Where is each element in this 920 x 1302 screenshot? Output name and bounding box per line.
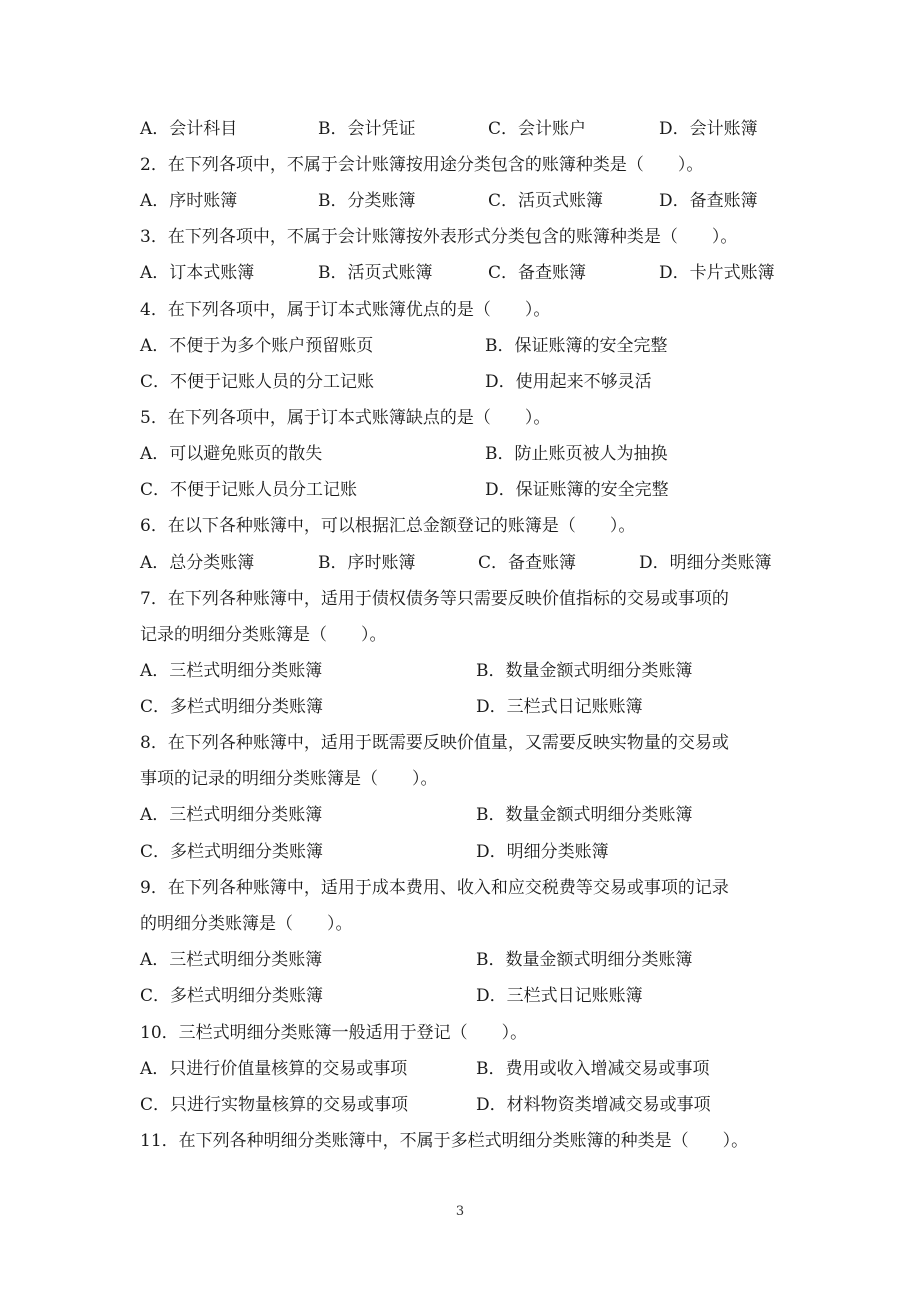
q9-option-b: B．数量金额式明细分类账簿 (476, 950, 693, 970)
q4-stem: 4．在下列各项中，属于订本式账簿优点的是（ ）。 (140, 300, 551, 320)
q4-option-b: B．保证账簿的安全完整 (485, 336, 668, 356)
q5-option-a: A．可以避免账页的散失 (140, 444, 323, 464)
q5-stem: 5．在下列各项中，属于订本式账簿缺点的是（ ）。 (140, 408, 551, 428)
q3-option-a: A．订本式账簿 (140, 263, 255, 283)
q2-stem: 2．在下列各项中，不属于会计账簿按用途分类包含的账簿种类是（ ）。 (140, 155, 704, 175)
q1-option-a: A．会计科目 (140, 119, 238, 139)
q4-option-c: C．不便于记账人员的分工记账 (140, 372, 375, 392)
q6-option-d: D．明细分类账簿 (639, 553, 772, 573)
q4-option-d: D．使用起来不够灵活 (485, 372, 652, 392)
q9-option-d: D．三栏式日记账账簿 (476, 986, 643, 1006)
q7-stem-line-1: 7．在下列各种账簿中，适用于债权债务等只需要反映价值指标的交易或事项的 (140, 589, 729, 609)
q2-option-a: A．序时账簿 (140, 191, 238, 211)
q10-option-b: B．费用或收入增减交易或事项 (476, 1059, 710, 1079)
q3-option-d: D．卡片式账簿 (659, 263, 775, 283)
q1-option-c: C．会计账户 (488, 119, 587, 139)
q8-option-c: C．多栏式明细分类账簿 (140, 842, 324, 862)
q10-option-a: A．只进行价值量核算的交易或事项 (140, 1059, 408, 1079)
page-number: 3 (455, 1204, 465, 1219)
q1-option-d: D．会计账簿 (659, 119, 758, 139)
q5-option-c: C．不便于记账人员分工记账 (140, 480, 358, 500)
q1-option-b: B．会计凭证 (318, 119, 416, 139)
q9-stem-line-2: 的明细分类账簿是（ ）。 (140, 914, 353, 934)
q9-stem-line-1: 9．在下列各种账簿中，适用于成本费用、收入和应交税费等交易或事项的记录 (140, 878, 729, 898)
q8-stem-line-2: 事项的记录的明细分类账簿是（ ）。 (140, 769, 438, 789)
q9-option-c: C．多栏式明细分类账簿 (140, 986, 324, 1006)
q6-option-c: C．备查账簿 (478, 553, 577, 573)
q8-option-d: D．明细分类账簿 (476, 842, 609, 862)
q10-option-c: C．只进行实物量核算的交易或事项 (140, 1095, 409, 1115)
q8-option-b: B．数量金额式明细分类账簿 (476, 805, 693, 825)
q2-option-d: D．备查账簿 (659, 191, 758, 211)
q2-option-b: B．分类账簿 (318, 191, 416, 211)
q7-option-a: A．三栏式明细分类账簿 (140, 661, 323, 681)
q8-option-a: A．三栏式明细分类账簿 (140, 805, 323, 825)
q11-stem: 11．在下列各种明细分类账簿中，不属于多栏式明细分类账簿的种类是（ ）。 (140, 1131, 749, 1151)
q6-stem: 6．在以下各种账簿中，可以根据汇总金额登记的账簿是（ ）。 (140, 516, 636, 536)
q5-option-b: B．防止账页被人为抽换 (485, 444, 668, 464)
q6-option-a: A．总分类账簿 (140, 553, 255, 573)
q3-stem: 3．在下列各项中，不属于会计账簿按外表形式分类包含的账簿种类是（ ）。 (140, 227, 738, 247)
q2-option-c: C．活页式账簿 (488, 191, 604, 211)
q7-option-d: D．三栏式日记账账簿 (476, 697, 643, 717)
q8-stem-line-1: 8．在下列各种账簿中，适用于既需要反映价值量，又需要反映实物量的交易或 (140, 733, 729, 753)
q4-option-a: A．不便于为多个账户预留账页 (140, 336, 374, 356)
q7-option-b: B．数量金额式明细分类账簿 (476, 661, 693, 681)
q10-option-d: D．材料物资类增减交易或事项 (476, 1095, 711, 1115)
q6-option-b: B．序时账簿 (318, 553, 416, 573)
q9-option-a: A．三栏式明细分类账簿 (140, 950, 323, 970)
q7-option-c: C．多栏式明细分类账簿 (140, 697, 324, 717)
q5-option-d: D．保证账簿的安全完整 (485, 480, 669, 500)
q3-option-c: C．备查账簿 (488, 263, 587, 283)
q7-stem-line-2: 记录的明细分类账簿是（ ）。 (140, 625, 387, 645)
q3-option-b: B．活页式账簿 (318, 263, 433, 283)
q10-stem: 10．三栏式明细分类账簿一般适用于登记（ ）。 (140, 1023, 528, 1043)
